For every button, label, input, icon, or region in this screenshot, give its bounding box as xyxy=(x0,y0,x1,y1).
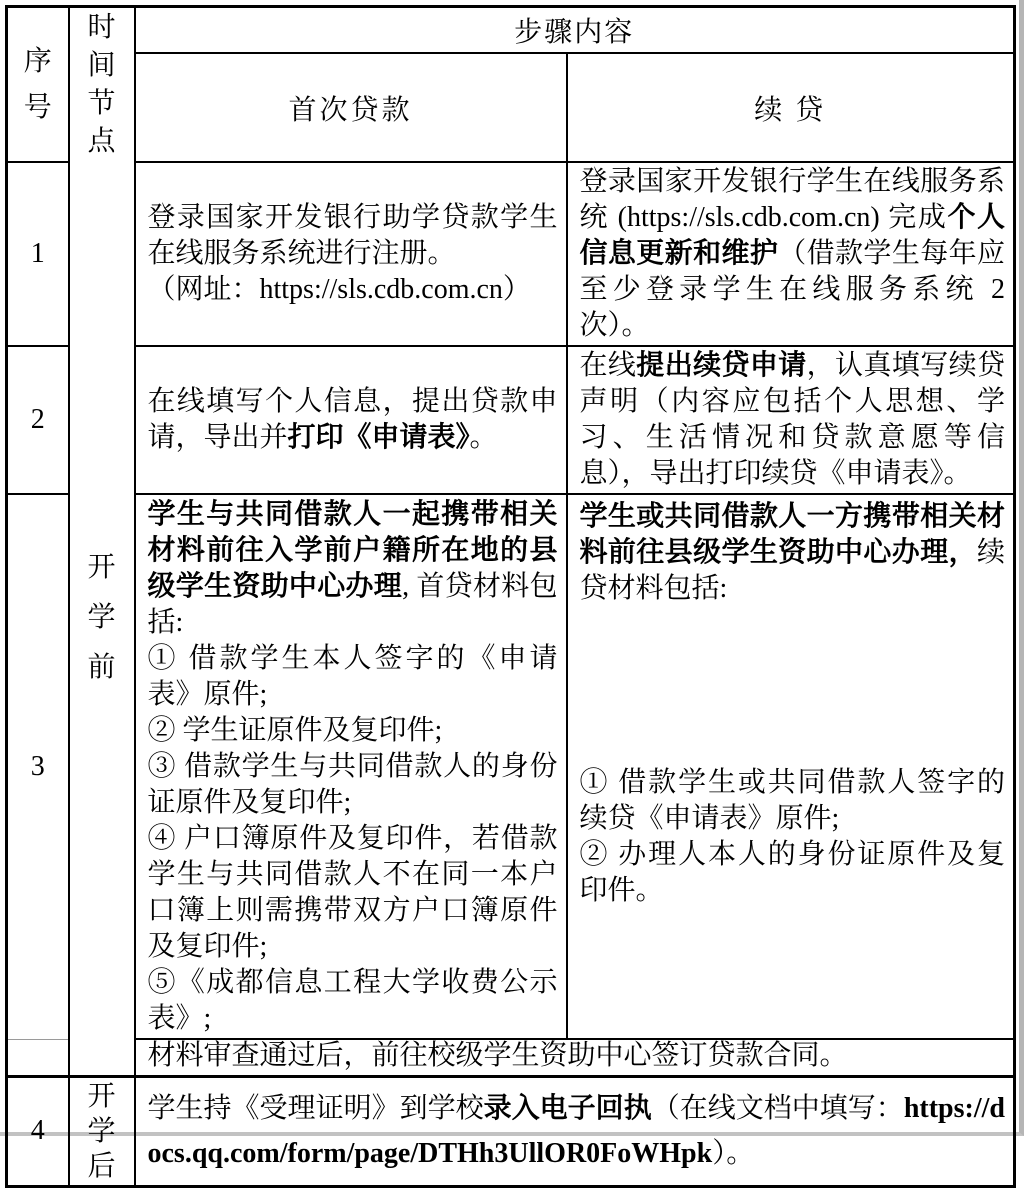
cell-step4-content xyxy=(135,1076,1015,1186)
paragraph xyxy=(148,713,558,749)
paragraph xyxy=(148,821,558,965)
header-serial-number xyxy=(7,7,69,163)
header-renewal xyxy=(567,53,1015,162)
url-text: https://docs.qq.com/form/page/DTHh3UllOR0FoWHpk xyxy=(147,1093,1005,1169)
loan-procedure-table xyxy=(5,5,1016,1188)
text-segment: ③ 借款学生与共同借款人的身份证原件及复印件; xyxy=(147,750,558,818)
cell-material-review xyxy=(135,1039,1015,1076)
row-4-serial xyxy=(7,1076,69,1186)
cell-step1-first-loan xyxy=(135,162,567,346)
cell-step3-first-loan xyxy=(135,494,567,1039)
row-2-serial xyxy=(7,346,69,494)
text-segment: ① 借款学生或共同借款人签字的续贷《申请表》原件; xyxy=(579,767,1006,834)
text-segment: ② 学生证原件及复印件; xyxy=(147,714,443,746)
row-4-serial-value: 4 xyxy=(30,1115,45,1146)
text-segment: 学生与共同借款人一起携带相关材料前往入学前户籍所在地的县级学生资助中心办理 xyxy=(147,498,558,602)
text-segment: 续贷材料包括: xyxy=(579,537,1006,604)
header-first-loan-label: 首次贷款 xyxy=(288,94,413,126)
header-serial-number-label: 序号 xyxy=(23,45,52,123)
paragraph xyxy=(580,837,1006,909)
text-segment: 提出续贷申请 xyxy=(636,350,807,381)
text-segment: （网址：https://sls.cdb.com.cn） xyxy=(147,274,531,305)
text-segment: 个人信息更新和维护 xyxy=(579,202,1006,269)
paragraph xyxy=(148,641,558,713)
time-node-before-school-label: 开学前 xyxy=(87,552,116,684)
time-node-after-school-label: 开学后 xyxy=(87,1080,116,1182)
row-2-serial-value: 2 xyxy=(30,404,45,435)
paragraph xyxy=(148,200,558,272)
text-segment: ⑤《成都信息工程大学收费公示表》; xyxy=(147,966,558,1034)
header-first-loan xyxy=(135,53,567,162)
text-segment: 在线 xyxy=(579,350,637,381)
cell-step2-first-loan xyxy=(135,346,567,494)
text-segment: 学生或共同借款人一方携带相关材料前往县级学生资助中心办理， xyxy=(579,501,1006,568)
paragraph xyxy=(580,499,1006,607)
row-1-serial xyxy=(7,162,69,346)
row-3-serial-value: 3 xyxy=(30,750,45,782)
text-segment: 学生持《受理证明》到学校 xyxy=(147,1093,484,1124)
text-segment: ，认真填写续贷声明（内容应包括个人思想、学习、生活情况和贷款意愿等信息），导出打印续贷《申请表》。 xyxy=(579,350,1006,489)
text-segment: , 首贷材料包括: xyxy=(147,570,558,638)
row-review-serial-empty xyxy=(7,1039,69,1076)
text-segment: ① 借款学生本人签字的《申请表》原件; xyxy=(147,642,558,710)
text-segment: ② 办理人本人的身份证原件及复印件。 xyxy=(579,839,1006,906)
text-segment: ）。 xyxy=(712,1138,755,1169)
paragraph xyxy=(580,765,1006,837)
paragraph xyxy=(580,164,1006,344)
header-step-content-label: 步骤内容 xyxy=(514,17,635,49)
row-1-serial-value: 1 xyxy=(30,238,45,269)
header-renewal-label: 续 贷 xyxy=(754,94,827,126)
text-segment: 登录国家开发银行助学贷款学生在线服务系统进行注册。 xyxy=(147,202,558,269)
paragraph xyxy=(148,497,558,641)
text-segment: 。 xyxy=(469,422,498,453)
text-segment: （在线文档中填写： xyxy=(651,1093,904,1124)
paragraph xyxy=(148,965,558,1037)
time-node-after-school-cell xyxy=(69,1076,135,1186)
text-segment: 打印《申请表》 xyxy=(287,422,470,453)
row-3-serial xyxy=(7,494,69,1039)
cell-step1-renewal xyxy=(567,162,1015,346)
paragraph xyxy=(148,1086,1006,1176)
time-node-before-school-cell xyxy=(69,162,135,1076)
paragraph xyxy=(148,1040,1006,1072)
text-segment: 登录国家开发银行学生在线服务系统 (https://sls.cdb.com.cn) 完成 xyxy=(579,166,1006,233)
paragraph xyxy=(580,348,1006,492)
text-segment: 材料审查通过后，前往校级学生资助中心签订贷款合同。 xyxy=(147,1040,848,1072)
header-time-node-label: 时间节点 xyxy=(87,12,116,157)
text-segment: （借款学生每年应至少登录学生在线服务系统 2 次）。 xyxy=(579,238,1006,341)
text-segment: ④ 户口簿原件及复印件，若借款学生与共同借款人不在同一本户口簿上则需携带双方户口簿原件及复印件; xyxy=(147,822,558,962)
paragraph xyxy=(148,272,558,308)
cell-step3-renewal xyxy=(567,494,1015,1039)
text-segment: 录入电子回执 xyxy=(483,1093,652,1124)
header-time-node xyxy=(69,7,135,163)
header-step-content xyxy=(135,7,1015,54)
text-segment: 在线填写个人信息，提出贷款申请，导出并 xyxy=(147,386,558,453)
paragraph xyxy=(148,749,558,821)
cell-step2-renewal xyxy=(567,346,1015,494)
paragraph xyxy=(148,384,558,456)
